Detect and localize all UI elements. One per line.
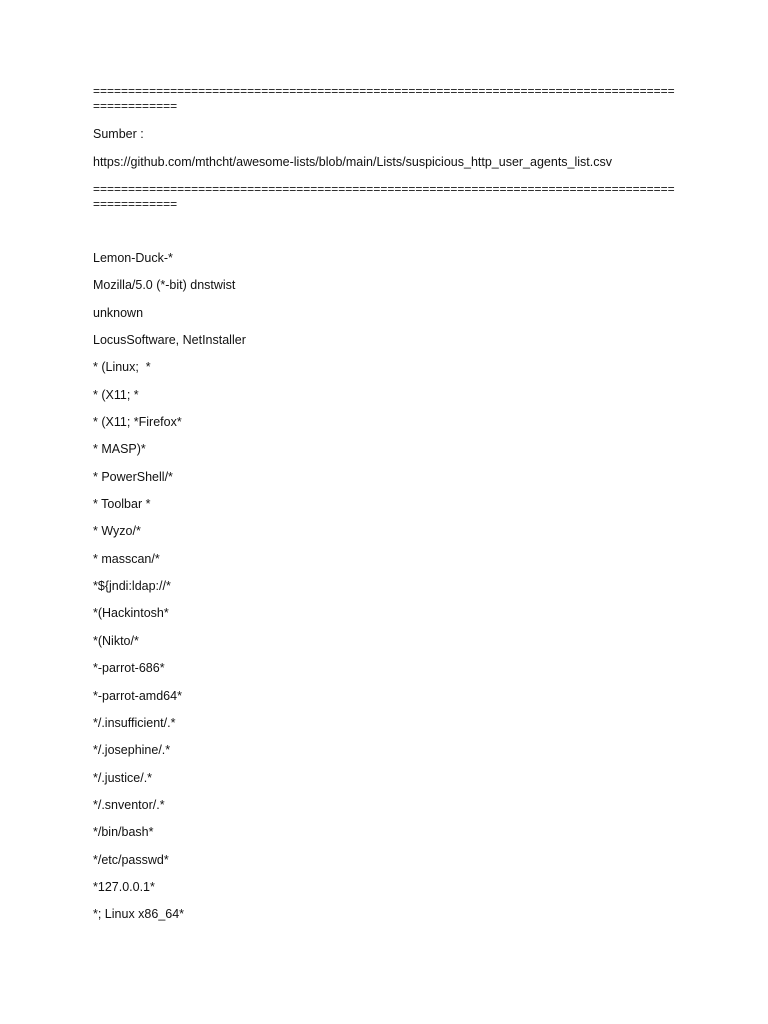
list-item: * Toolbar * bbox=[93, 497, 151, 512]
list-item: *(Nikto/* bbox=[93, 633, 139, 648]
list-item: */bin/bash* bbox=[93, 825, 154, 840]
list-item: * (X11; * bbox=[93, 387, 139, 402]
list-item: *-parrot-amd64* bbox=[93, 688, 182, 703]
separator-line-top: =============================================================================================== bbox=[93, 84, 675, 113]
list-item: *127.0.0.1* bbox=[93, 879, 155, 894]
list-item: *${jndi:ldap://* bbox=[93, 579, 171, 594]
list-item: */.justice/.* bbox=[93, 770, 153, 785]
document-page bbox=[93, 84, 675, 935]
list-item: */.insufficient/.* bbox=[93, 715, 176, 730]
list-item: *-parrot-686* bbox=[93, 661, 165, 676]
list-item: *(Hackintosh* bbox=[93, 606, 169, 621]
source-url: https://github.com/mthcht/awesome-lists/blob/main/Lists/suspicious_http_user_agents_list.csv bbox=[93, 155, 612, 169]
list-item: */.josephine/.* bbox=[93, 743, 171, 758]
user-agent-list bbox=[93, 251, 675, 935]
list-item: * MASP)* bbox=[93, 442, 146, 457]
list-item: */etc/passwd* bbox=[93, 852, 169, 867]
list-item: Lemon-Duck-* bbox=[93, 251, 173, 265]
list-item: */.snventor/.* bbox=[93, 797, 165, 812]
list-item: * Wyzo/* bbox=[93, 524, 141, 539]
list-item: * masscan/* bbox=[93, 551, 160, 566]
list-item: * PowerShell/* bbox=[93, 469, 173, 484]
list-item: unknown bbox=[93, 305, 144, 320]
list-item: Mozilla/5.0 (*-bit) dnstwist bbox=[93, 278, 236, 293]
list-item: *; Linux x86_64* bbox=[93, 907, 185, 922]
list-item: LocusSoftware, NetInstaller bbox=[93, 333, 246, 348]
list-item: * (Linux; * bbox=[93, 360, 151, 375]
list-item: * (X11; *Firefox* bbox=[93, 415, 182, 430]
source-label: Sumber : bbox=[93, 127, 144, 141]
separator-line-bottom: =============================================================================================== bbox=[93, 182, 675, 211]
